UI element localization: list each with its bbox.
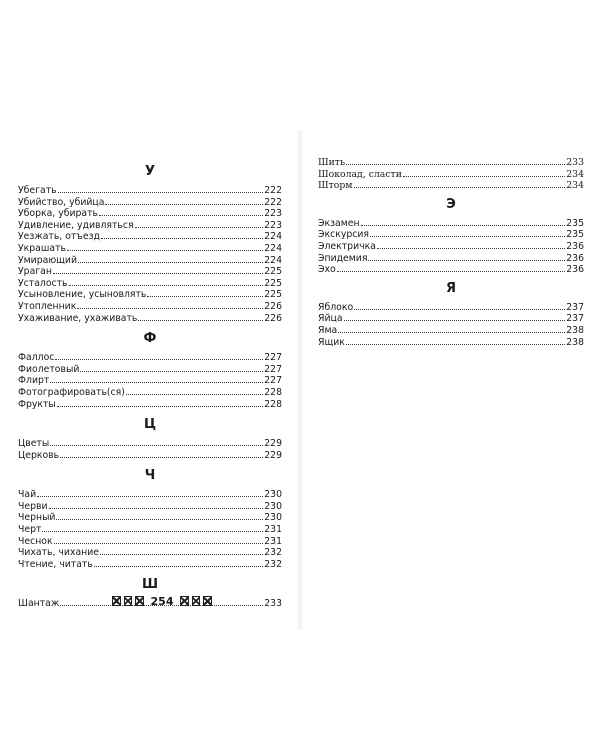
entry-page: 238: [566, 324, 584, 336]
leader-dots: [77, 300, 263, 309]
section-letter: Ш: [141, 577, 159, 593]
index-section-f: [18, 331, 282, 409]
section-letter: Ц: [143, 417, 157, 433]
leader-dots: [105, 196, 263, 205]
entry-term: Усталость: [18, 277, 68, 289]
entry-page: 235: [566, 229, 584, 241]
index-entry: [18, 196, 282, 208]
entry-page: 231: [264, 524, 282, 536]
entry-page: 236: [566, 240, 584, 252]
ornament-icon: [124, 596, 133, 606]
leader-dots: [346, 336, 565, 345]
entry-term: Украшать: [18, 242, 66, 254]
entry-term: Умирающий: [18, 254, 77, 266]
entry-page: 236: [566, 264, 584, 276]
leader-dots: [67, 242, 263, 251]
entry-page: 222: [264, 185, 282, 196]
ornament-icon: [203, 596, 212, 606]
leader-dots: [126, 386, 263, 395]
leader-dots: [58, 184, 264, 193]
entry-page: 230: [264, 500, 282, 512]
index-entry: [318, 252, 584, 264]
entry-page: 234: [566, 168, 584, 180]
index-entry: [18, 277, 282, 289]
entry-page: 224: [264, 254, 282, 266]
entry-term: Черный: [18, 512, 56, 524]
entry-page: 223: [264, 208, 282, 220]
entry-term: Ухаживание, ухаживать: [18, 312, 138, 324]
index-entry: [18, 254, 282, 266]
index-entry: [318, 240, 584, 252]
index-entry: [318, 156, 584, 168]
entry-term: Уезжать, отъезд: [18, 231, 100, 243]
ornament-icon: [135, 596, 144, 606]
entry-page: 227: [264, 352, 282, 364]
entry-page: 229: [264, 449, 282, 461]
leader-dots: [344, 312, 566, 321]
entry-term: Фотографировать(ся): [18, 386, 125, 398]
leader-dots: [346, 156, 565, 165]
right-page: [318, 156, 584, 353]
leader-dots: [368, 252, 565, 261]
entry-page: 228: [264, 398, 282, 410]
entry-term: Яйца: [318, 313, 343, 325]
entry-page: 230: [264, 489, 282, 501]
leader-dots: [100, 546, 263, 555]
entry-page: 227: [264, 363, 282, 375]
index-entry: [18, 488, 282, 500]
entry-page: 231: [264, 535, 282, 547]
index-entry: [18, 374, 282, 386]
ornament-icon: [180, 596, 189, 606]
entry-term: Фиолетовый: [18, 363, 80, 375]
entry-term: Усыновление, усыновлять: [18, 289, 147, 301]
index-entry: [18, 511, 282, 523]
entry-term: Фаллос: [18, 352, 55, 364]
entry-page: 228: [264, 386, 282, 398]
entry-page: 226: [264, 312, 282, 324]
entry-term: Удивление, удивляться: [18, 219, 134, 231]
index-entry: [318, 179, 584, 191]
entry-page: 225: [264, 289, 282, 301]
index-entry: [18, 312, 282, 324]
leader-dots: [56, 511, 263, 520]
section-letter: Ч: [144, 468, 156, 484]
leader-dots: [55, 351, 263, 360]
entry-page: 224: [264, 242, 282, 254]
leader-dots: [69, 277, 264, 286]
leader-dots: [37, 488, 263, 497]
entry-term: Уборка, убирать: [18, 208, 98, 220]
entry-term: Утопленник: [18, 300, 77, 312]
entry-term: Яма: [318, 324, 338, 336]
entry-term: Экскурсия: [318, 229, 369, 241]
index-entry: [318, 336, 584, 348]
index-section-e: [318, 197, 584, 275]
index-entry: [318, 312, 584, 324]
index-continued-sh: [318, 156, 584, 191]
leader-dots: [50, 437, 263, 446]
index-section-ch: [18, 468, 282, 569]
entry-page: 234: [566, 180, 584, 192]
entry-term: Шторм: [318, 180, 353, 192]
section-letter: У: [144, 164, 156, 179]
leader-dots: [42, 523, 263, 532]
leader-dots: [94, 558, 263, 567]
leader-dots: [78, 254, 263, 263]
index-entry: [318, 301, 584, 313]
entry-term: Убийство, убийца: [18, 196, 105, 208]
index-entry: [18, 363, 282, 375]
leader-dots: [338, 324, 565, 333]
index-section-ts: [18, 417, 282, 460]
entry-term: Ураган: [18, 266, 52, 278]
entry-term: Чай: [18, 489, 37, 501]
leader-dots: [354, 301, 565, 310]
index-entry: [18, 300, 282, 312]
entry-page: 236: [566, 252, 584, 264]
index-entry: [18, 386, 282, 398]
index-entry: [18, 230, 282, 242]
entry-term: Яблоко: [318, 301, 354, 313]
entry-term: Эхо: [318, 264, 336, 276]
entry-term: Черт: [18, 524, 42, 536]
entry-term: Флирт: [18, 375, 50, 387]
leader-dots: [99, 207, 263, 216]
entry-page: 232: [264, 558, 282, 570]
index-entry: [18, 242, 282, 254]
entry-term: Черви: [18, 500, 48, 512]
index-entry: [18, 398, 282, 410]
index-entry: [18, 523, 282, 535]
index-entry: [18, 546, 282, 558]
leader-dots: [147, 288, 263, 297]
left-page: [18, 160, 282, 617]
leader-dots: [337, 263, 566, 272]
entry-term: Ящик: [318, 336, 345, 348]
page-number-footer: [112, 594, 212, 608]
entry-term: Эпидемия: [318, 252, 368, 264]
entry-term: Чеснок: [18, 535, 53, 547]
entry-page: 235: [566, 217, 584, 229]
entry-term: Шоколад, сласти: [318, 168, 402, 180]
leader-dots: [54, 535, 264, 544]
entry-page: 233: [566, 157, 584, 168]
entry-term: Экзамен: [318, 217, 360, 229]
entry-page: 224: [264, 231, 282, 243]
index-entry: [18, 558, 282, 570]
section-letter: Ф: [143, 331, 157, 347]
index-entry: [318, 168, 584, 180]
leader-dots: [53, 265, 263, 274]
index-entry: [18, 449, 282, 461]
leader-dots: [138, 312, 263, 321]
entry-page: 232: [264, 547, 282, 559]
leader-dots: [135, 219, 264, 228]
entry-page: 233: [264, 598, 282, 610]
entry-page: 226: [264, 300, 282, 312]
leader-dots: [80, 363, 263, 372]
entry-page: 230: [264, 512, 282, 524]
section-letter: Я: [445, 280, 456, 296]
entry-term: Электричка: [318, 240, 376, 252]
index-entry: [18, 351, 282, 363]
leader-dots: [57, 398, 263, 407]
leader-dots: [361, 217, 566, 226]
leader-dots: [354, 179, 566, 188]
index-entry: [318, 228, 584, 240]
leader-dots: [49, 500, 264, 509]
entry-page: 225: [264, 266, 282, 278]
leader-dots: [377, 240, 565, 249]
book-gutter: [296, 130, 304, 630]
index-entry: [318, 263, 584, 275]
ornament-icon: [192, 596, 201, 606]
entry-page: 237: [566, 313, 584, 325]
index-entry: [18, 535, 282, 547]
ornament-icon: [112, 596, 121, 606]
leader-dots: [60, 449, 263, 458]
entry-page: 238: [566, 336, 584, 348]
entry-term: Чтение, читать: [18, 558, 93, 570]
page-number: 254: [150, 594, 174, 608]
entry-page: 229: [264, 438, 282, 450]
leader-dots: [101, 230, 263, 239]
entry-page: 222: [264, 196, 282, 208]
entry-page: 237: [566, 301, 584, 313]
entry-term: Шить: [318, 157, 346, 168]
leader-dots: [370, 228, 565, 237]
leader-dots: [403, 168, 565, 177]
index-entry: [18, 288, 282, 300]
section-letter: Э: [446, 196, 456, 212]
index-entry: [18, 437, 282, 449]
entry-page: 225: [264, 277, 282, 289]
index-entry: [318, 217, 584, 229]
index-entry: [18, 265, 282, 277]
index-section-ya: [318, 281, 584, 347]
index-section-u: [18, 164, 282, 323]
index-entry: [18, 207, 282, 219]
index-entry: [18, 500, 282, 512]
entry-page: 227: [264, 375, 282, 387]
entry-term: Шантаж: [18, 598, 60, 610]
index-entry: [318, 324, 584, 336]
entry-term: Церковь: [18, 449, 60, 461]
entry-term: Фрукты: [18, 398, 56, 410]
entry-page: 223: [264, 219, 282, 231]
entry-term: Чихать, чихание: [18, 547, 99, 559]
entry-term: Цветы: [18, 438, 50, 450]
index-entry: [18, 219, 282, 231]
entry-term: Убегать: [18, 185, 57, 196]
index-entry: [18, 184, 282, 196]
leader-dots: [50, 374, 263, 383]
